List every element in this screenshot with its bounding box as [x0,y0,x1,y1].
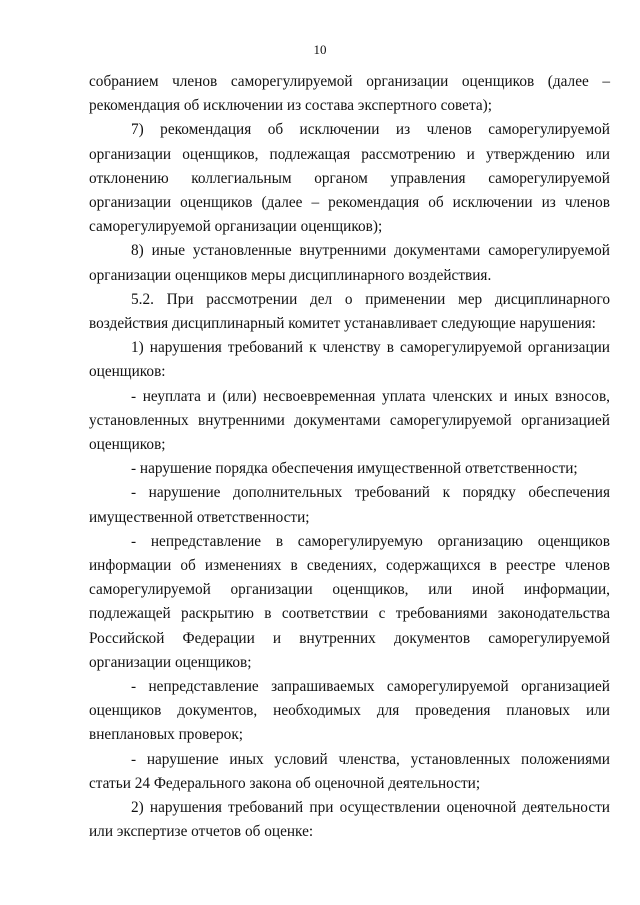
list-item-registry-info: - непредставление в саморегулируемую организацию оценщиков информации об изменениях в сведениях, содержащихся в реестре членов саморегулируемой организации оценщиков, или иной информации, подлежащей раскрытию в соответствии с требованиями законодательства Российской Федерации и внутренних документов саморегулируемой организации оценщиков; [89,532,610,671]
paragraph-violation-2: 2) нарушения требований при осуществлении оценочной деятельности или экспертизе отчетов об оценке: [89,799,610,841]
paragraph-item-8: 8) иные установленные внутренними документами саморегулируемой организации оценщиков меры дисциплинарного воздействия. [89,242,610,284]
document-body [89,70,610,845]
list-item-dues: - неуплата и (или) несвоевременная уплата членских и иных взносов, установленных внутренними документами саморегулируемой организацией оценщиков; [89,387,610,454]
list-item-liability: - нарушение порядка обеспечения имущественной ответственности; [131,460,578,478]
paragraph-item-7: 7) рекомендация об исключении из членов саморегулируемой организации оценщиков, подлежащая рассмотрению и утверждению или отклонению коллегиальным органом управления саморегулируемой организации оценщиков (далее – рекомендация об исключении из членов саморегулируемой организации оценщиков); [89,121,610,236]
paragraph-section-5-2: 5.2. При рассмотрении дел о применении мер дисциплинарного воздействия дисциплинарный комитет устанавливает следующие нарушения: [89,290,610,333]
list-item-inspection-documents: - непредставление запрашиваемых саморегулируемой организацией оценщиков документов, необходимых для проведения плановых или внеплановых проверок; [89,678,610,744]
paragraph-violation-1: 1) нарушения требований к членству в саморегулируемой организации оценщиков: [89,339,610,381]
page-number: 10 [313,42,327,57]
list-item-membership-conditions: - нарушение иных условий членства, установленных положениями статьи 24 Федерального закона об оценочной деятельности; [89,750,610,792]
list-item-additional-liability: - нарушение дополнительных требований к порядку обеспечения имущественной ответственности; [89,484,610,526]
paragraph-continuation: собранием членов саморегулируемой организации оценщиков (далее – рекомендация об исключении из состава экспертного совета); [89,73,610,115]
